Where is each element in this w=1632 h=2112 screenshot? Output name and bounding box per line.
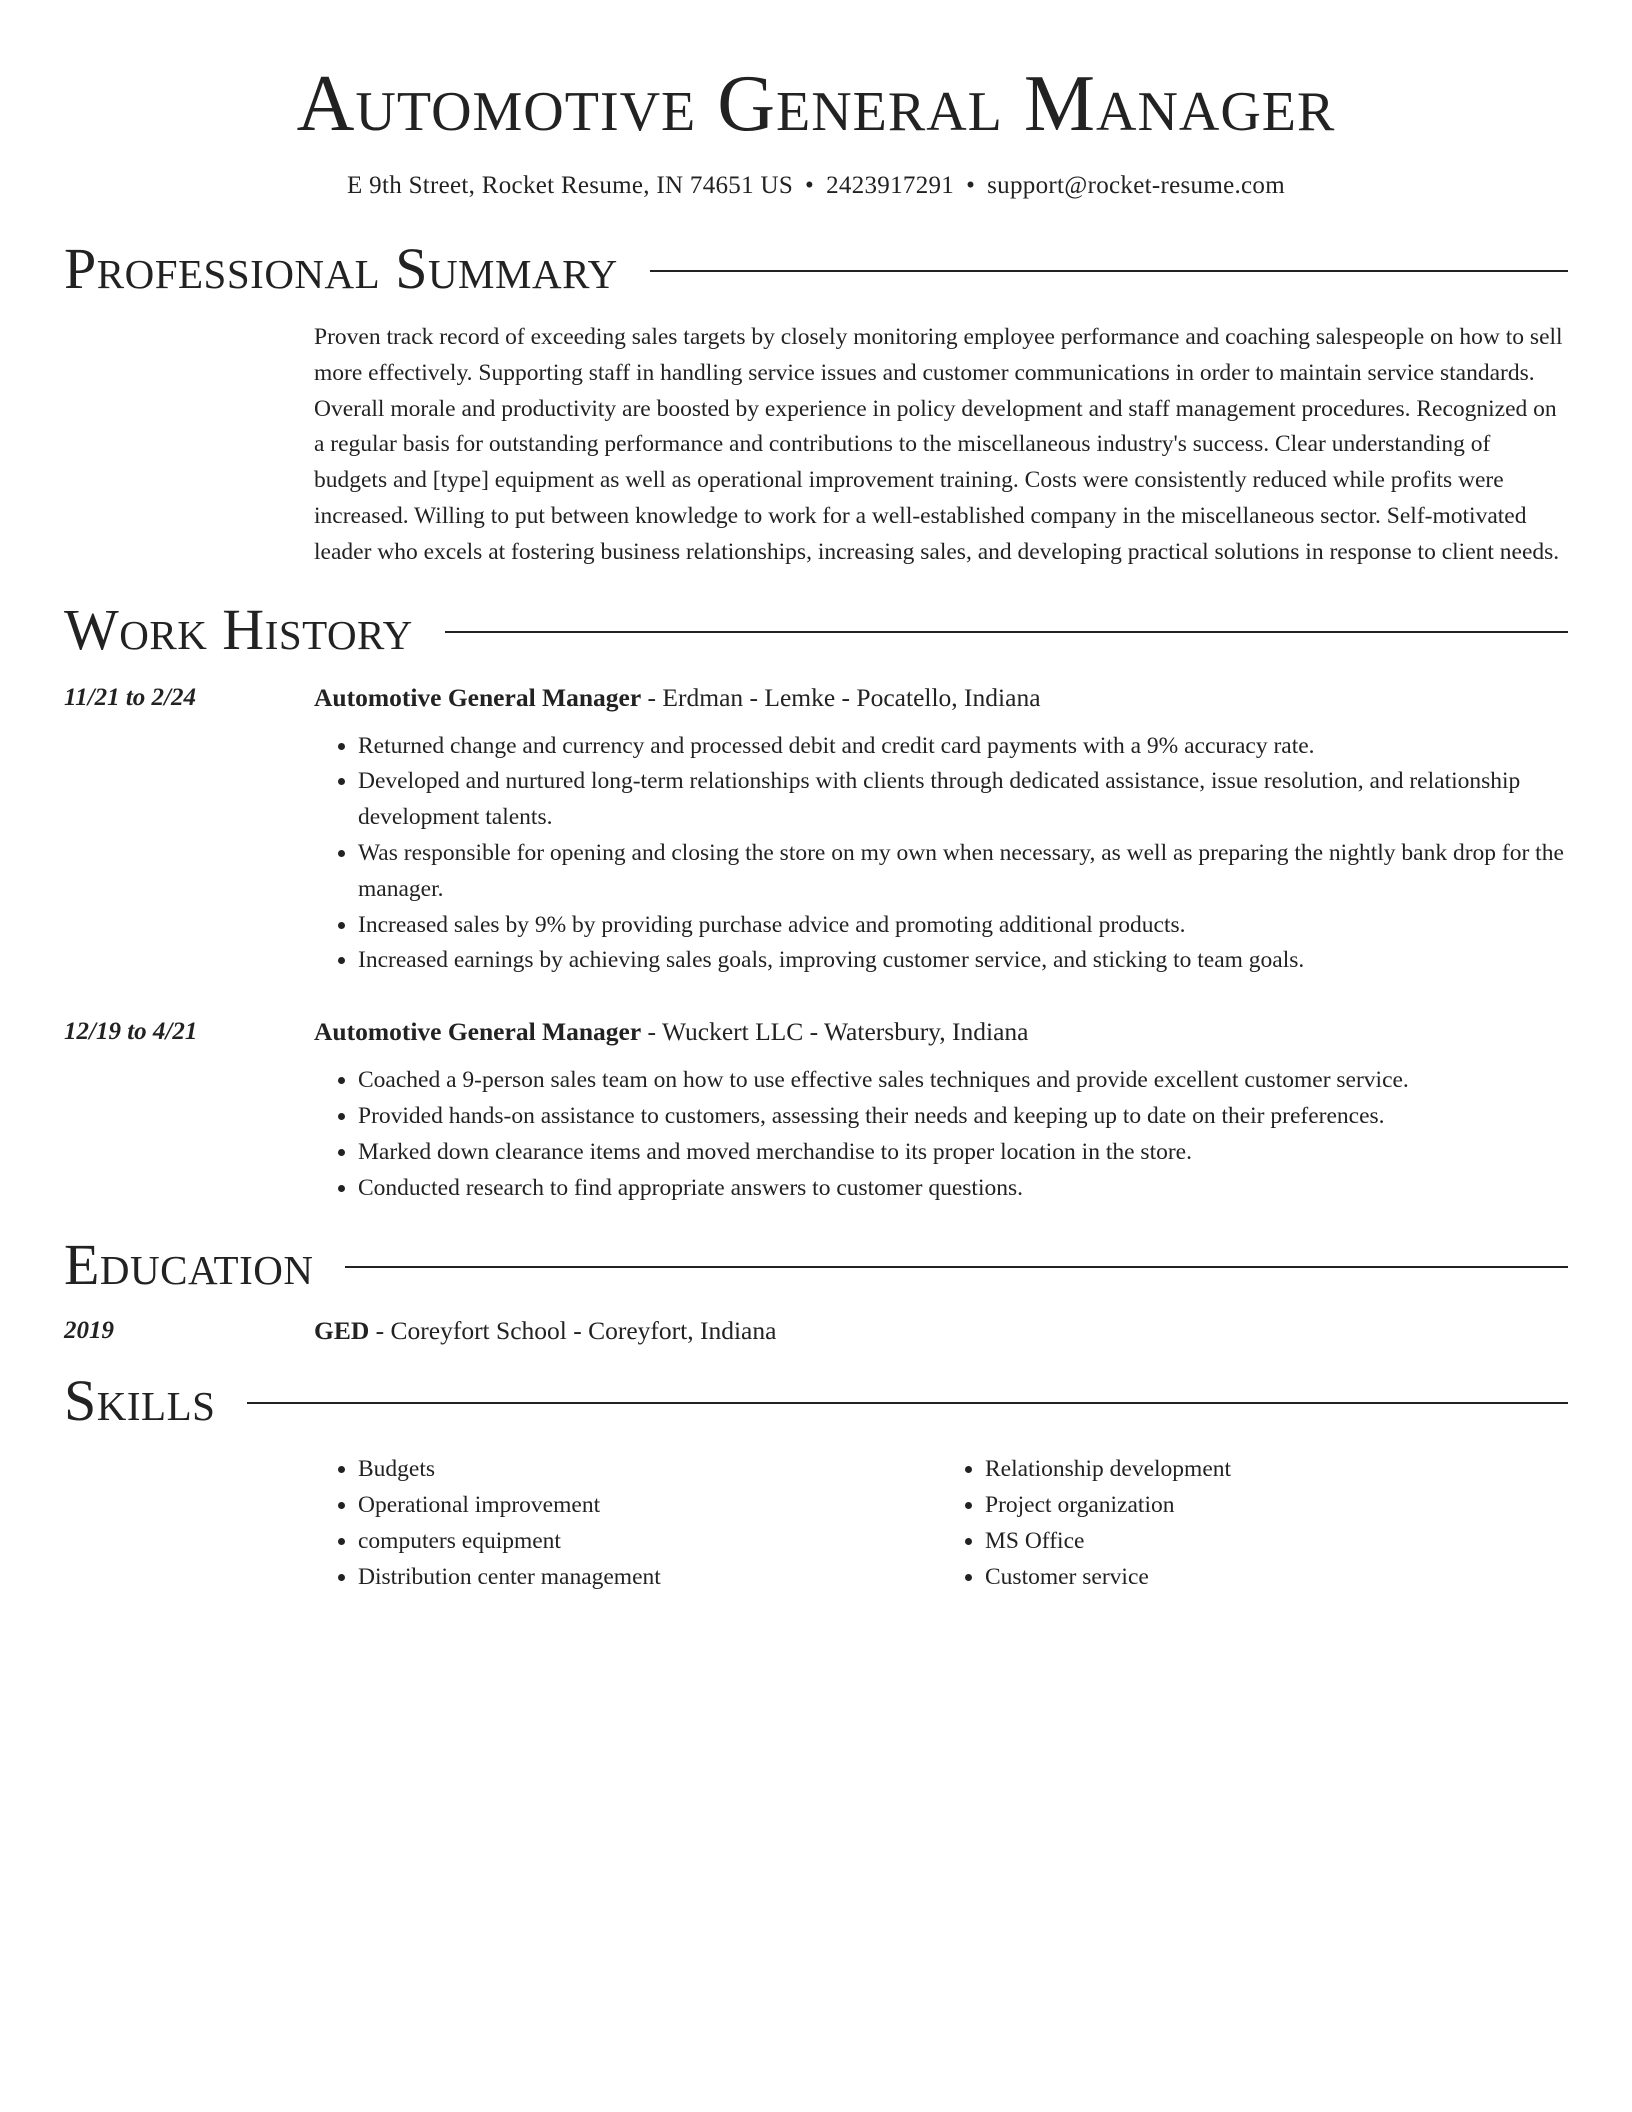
skill-item: • MS Office bbox=[985, 1524, 1568, 1560]
job-bullet: • Conducted research to find appropriate answers to customer questions. bbox=[358, 1171, 1568, 1207]
job-bullet: • Increased earnings by achieving sales goals, improving customer service, and sticking to team goals. bbox=[358, 943, 1568, 979]
contact-separator: • bbox=[805, 172, 815, 199]
contact-line bbox=[64, 172, 1568, 200]
contact-separator: • bbox=[966, 172, 976, 199]
contact-email: support@rocket-resume.com bbox=[987, 172, 1285, 199]
job-bullet: • Provided hands-on assistance to customers, assessing their needs and keeping up to date on their preferences. bbox=[358, 1099, 1568, 1135]
summary-section-header bbox=[64, 236, 1568, 301]
job-bullet: • Increased sales by 9% by providing purchase advice and promoting additional products. bbox=[358, 908, 1568, 944]
education-section-title: Education bbox=[64, 1232, 314, 1298]
job-title: Automotive General Manager bbox=[314, 682, 642, 712]
section-divider bbox=[345, 1266, 1568, 1268]
contact-address: E 9th Street, Rocket Resume, IN 74651 US bbox=[347, 172, 794, 199]
contact-phone: 2423917291 bbox=[826, 172, 955, 199]
job-bullet-list bbox=[314, 1063, 1568, 1206]
skill-item: • computers equipment bbox=[358, 1524, 941, 1560]
skill-item: • Budgets bbox=[358, 1452, 941, 1488]
summary-section-title: Professional Summary bbox=[64, 236, 618, 301]
job-bullet: • Was responsible for opening and closing the store on my own when necessary, as well as preparing the nightly bank drop for the manager. bbox=[358, 836, 1568, 908]
skill-item: • Operational improvement bbox=[358, 1488, 941, 1524]
skills-list-left bbox=[314, 1452, 941, 1595]
job-bullet-list bbox=[314, 729, 1568, 980]
skill-item: • Distribution center management bbox=[358, 1560, 941, 1596]
summary-text: Proven track record of exceeding sales targets by closely monitoring employee performance and coaching salespeople on how to sell more effectively. Supporting staff in handling service issues and customer communications in order to maintain service standards. Overall morale and productivity are boosted by experience in policy development and staff management procedures. Recognized on a regular basis for outstanding performance and contributions to the miscellaneous industry's success. Clear understanding of budgets and [type] equipment as well as operational improvement training. Costs were consistently reduced while profits were increased. Willing to put between knowledge to work for a well-established company in the miscellaneous sector. Self-motivated leader who excels at fostering business relationships, increasing sales, and developing practical solutions in response to client needs. bbox=[314, 324, 1563, 565]
section-divider bbox=[247, 1402, 1568, 1404]
skills-row bbox=[64, 1452, 1568, 1595]
education-year: 2019 bbox=[64, 1317, 114, 1345]
job-dates: 12/19 to 4/21 bbox=[64, 1018, 198, 1046]
job-heading bbox=[314, 1015, 1568, 1049]
skills-grid bbox=[314, 1452, 1568, 1595]
education-degree: GED bbox=[314, 1316, 370, 1346]
job-dates: 11/21 to 2/24 bbox=[64, 683, 196, 711]
skill-item: • Project organization bbox=[985, 1488, 1568, 1524]
job-bullet: • Developed and nurtured long-term relationships with clients through dedicated assistance, issue resolution, and relationship development talents. bbox=[358, 764, 1568, 836]
skills-section-header bbox=[64, 1368, 1568, 1434]
job-bullet: • Coached a 9-person sales team on how to use effective sales techniques and provide excellent customer service. bbox=[358, 1063, 1568, 1099]
skill-item: • Customer service bbox=[985, 1560, 1568, 1596]
job-employer: - Erdman - Lemke - Pocatello, Indiana bbox=[641, 682, 1041, 712]
section-divider bbox=[650, 270, 1568, 272]
job-entry bbox=[64, 681, 1568, 980]
skills-section-title: Skills bbox=[64, 1368, 216, 1434]
section-divider bbox=[445, 631, 1568, 633]
education-section-header bbox=[64, 1232, 1568, 1298]
job-title: Automotive General Manager bbox=[314, 1017, 642, 1047]
education-details: - Coreyfort School - Coreyfort, Indiana bbox=[369, 1316, 777, 1346]
work-section-header bbox=[64, 596, 1568, 662]
work-section-title: Work History bbox=[64, 596, 413, 662]
candidate-name: Automotive General Manager bbox=[296, 60, 1336, 148]
job-employer: - Wuckert LLC - Watersbury, Indiana bbox=[641, 1017, 1029, 1047]
skills-list-right bbox=[941, 1452, 1568, 1595]
job-heading bbox=[314, 681, 1568, 715]
education-entry bbox=[64, 1314, 1568, 1348]
job-bullet: • Returned change and currency and processed debit and credit card payments with a 9% accuracy rate. bbox=[358, 729, 1568, 765]
summary-row bbox=[64, 320, 1568, 571]
job-bullet: • Marked down clearance items and moved merchandise to its proper location in the store. bbox=[358, 1135, 1568, 1171]
skill-item: • Relationship development bbox=[985, 1452, 1568, 1488]
job-entry bbox=[64, 1015, 1568, 1206]
job-list bbox=[64, 681, 1568, 1207]
